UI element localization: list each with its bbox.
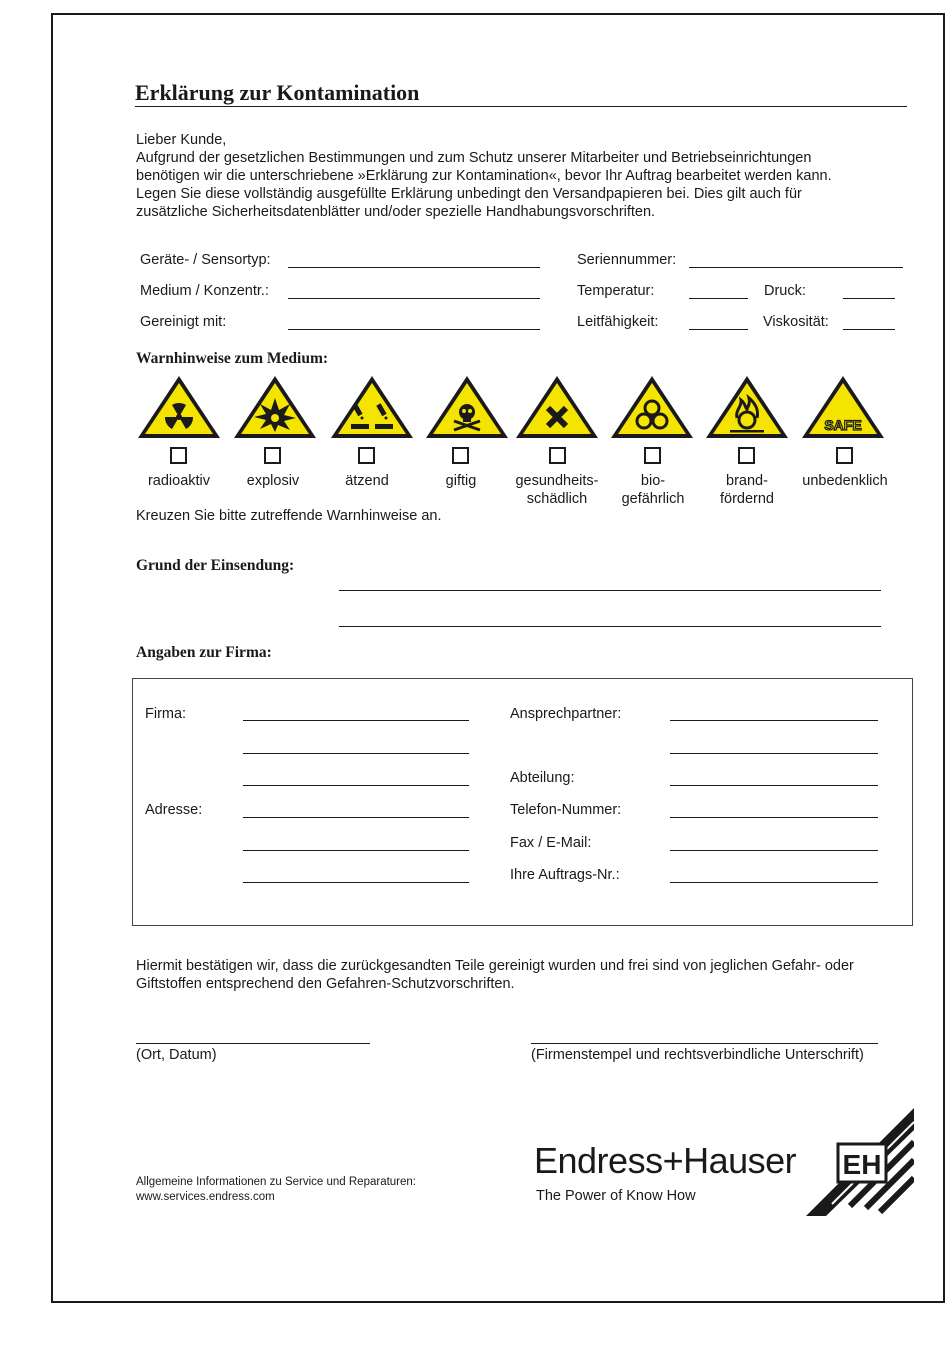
oxidizing-icon — [704, 374, 790, 440]
service-info-text: Allgemeine Informationen zu Service und Reparaturen: — [136, 1176, 416, 1188]
hazard-label-line: ätzend — [345, 473, 389, 489]
conductivity-field[interactable] — [689, 329, 748, 330]
place-date-caption: (Ort, Datum) — [136, 1047, 217, 1063]
address-line-2[interactable] — [243, 850, 469, 851]
medium-label: Medium / Konzentr.: — [140, 283, 269, 299]
address-label: Adresse: — [145, 802, 203, 818]
serial-number-field[interactable] — [689, 267, 903, 268]
confirmation-line-2: Giftstoffen entsprechend den Gefahren-Schutzvorschriften. — [136, 976, 515, 992]
contact-line-2[interactable] — [670, 753, 878, 754]
biohazard-icon — [609, 374, 695, 440]
biohazard-checkbox[interactable] — [644, 447, 661, 464]
confirmation-text — [136, 957, 916, 993]
radioactive-icon — [136, 374, 222, 440]
fax-email-field[interactable] — [670, 850, 878, 851]
hazard-label-line: brand- — [726, 473, 768, 489]
brand-tagline: The Power of Know How — [536, 1188, 696, 1204]
corrosive-icon — [329, 374, 415, 440]
safe-checkbox[interactable] — [836, 447, 853, 464]
hazard-label-harmful — [502, 472, 612, 508]
cleaned-with-field[interactable] — [288, 329, 540, 330]
hazard-label-line: explosiv — [246, 473, 300, 489]
hazard-label-line: fördernd — [719, 491, 774, 507]
corrosive-checkbox[interactable] — [358, 447, 375, 464]
firma-line-3[interactable] — [243, 785, 469, 786]
temperature-field[interactable] — [689, 298, 748, 299]
company-heading: Angaben zur Firma: — [136, 644, 272, 661]
signature-caption: (Firmenstempel und rechtsverbindliche Unterschrift) — [531, 1047, 864, 1063]
intro-line-3: Legen Sie diese vollständig ausgefüllte Erklärung unbedingt den Versandpapieren bei. Dies gilt auch für — [136, 186, 802, 202]
logo-letters: EH — [842, 1149, 882, 1180]
order-number-field[interactable] — [670, 882, 878, 883]
medium-field[interactable] — [288, 298, 540, 299]
explosive-icon — [232, 374, 318, 440]
intro-text — [136, 131, 916, 221]
warnings-heading: Warnhinweise zum Medium: — [136, 350, 329, 367]
place-date-line[interactable] — [136, 1043, 370, 1044]
toxic-icon — [424, 374, 510, 440]
harmful-icon — [514, 374, 600, 440]
oxidizing-checkbox[interactable] — [738, 447, 755, 464]
service-url[interactable]: www.services.endress.com — [136, 1191, 275, 1203]
firma-label: Firma: — [145, 706, 187, 722]
safe-text: SAFE — [824, 417, 862, 433]
warnings-instruction: Kreuzen Sie bitte zutreffende Warnhinweise an. — [136, 508, 442, 524]
firma-line-1[interactable] — [243, 720, 469, 721]
title-underline — [135, 106, 907, 107]
intro-line-2: benötigen wir die unterschriebene »Erklärung zur Kontamination«, bevor Ihr Auftrag bearbeitet werden kann. — [136, 168, 832, 184]
viscosity-label: Viskosität: — [763, 314, 829, 330]
hazard-label-line: bio- — [640, 473, 666, 489]
temperature-label: Temperatur: — [577, 283, 655, 299]
hazard-label-line: gefährlich — [621, 491, 685, 507]
contact-line-1[interactable] — [670, 720, 878, 721]
signature-line[interactable] — [531, 1043, 878, 1044]
device-type-field[interactable] — [288, 267, 540, 268]
device-type-label: Geräte- / Sensortyp: — [140, 252, 271, 268]
confirmation-line-1: Hiermit bestätigen wir, dass die zurückgesandten Teile gereinigt wurden und frei sind von jeglichen Gefahr- oder — [136, 958, 854, 974]
hazard-label-line: schädlich — [526, 491, 588, 507]
cleaned-with-label: Gereinigt mit: — [140, 314, 227, 330]
phone-field[interactable] — [670, 817, 878, 818]
phone-label: Telefon-Nummer: — [510, 802, 622, 818]
hazard-label-line: gesundheits- — [515, 473, 599, 489]
hazard-label-line: giftig — [445, 473, 477, 489]
hazard-label-line: unbedenklich — [802, 473, 888, 489]
radioactive-checkbox[interactable] — [170, 447, 187, 464]
intro-greeting: Lieber Kunde, — [136, 132, 227, 148]
order-number-label: Ihre Auftrags-Nr.: — [510, 867, 620, 883]
department-label: Abteilung: — [510, 770, 575, 786]
reason-line-1[interactable] — [339, 590, 881, 591]
toxic-checkbox[interactable] — [452, 447, 469, 464]
footer-info — [136, 1175, 416, 1205]
department-field[interactable] — [670, 785, 878, 786]
contact-label: Ansprechpartner: — [510, 706, 622, 722]
pressure-label: Druck: — [764, 283, 806, 299]
viscosity-field[interactable] — [843, 329, 895, 330]
explosive-checkbox[interactable] — [264, 447, 281, 464]
address-line-3[interactable] — [243, 882, 469, 883]
fax-email-label: Fax / E-Mail: — [510, 835, 592, 851]
safe-icon — [800, 374, 886, 440]
firma-line-2[interactable] — [243, 753, 469, 754]
harmful-checkbox[interactable] — [549, 447, 566, 464]
reason-line-2[interactable] — [339, 626, 881, 627]
address-line-1[interactable] — [243, 817, 469, 818]
brand-name: Endress+Hauser — [534, 1140, 797, 1181]
hazard-label-oxidizing — [692, 472, 802, 508]
page-title: Erklärung zur Kontamination — [135, 80, 420, 105]
hazard-label-line: radioaktiv — [147, 473, 211, 489]
reason-heading: Grund der Einsendung: — [136, 557, 295, 574]
hazard-label-toxic — [406, 472, 516, 490]
intro-line-4: zusätzliche Sicherheitsdatenblätter und/oder spezielle Handhabungsvorschriften. — [136, 204, 656, 220]
pressure-field[interactable] — [843, 298, 895, 299]
conductivity-label: Leitfähigkeit: — [577, 314, 659, 330]
serial-number-label: Seriennummer: — [577, 252, 677, 268]
endress-hauser-logo-icon — [806, 1108, 914, 1216]
intro-line-1: Aufgrund der gesetzlichen Bestimmungen und zum Schutz unserer Mitarbeiter und Betriebseinrichtungen — [136, 150, 812, 166]
hazard-label-safe — [790, 472, 900, 490]
